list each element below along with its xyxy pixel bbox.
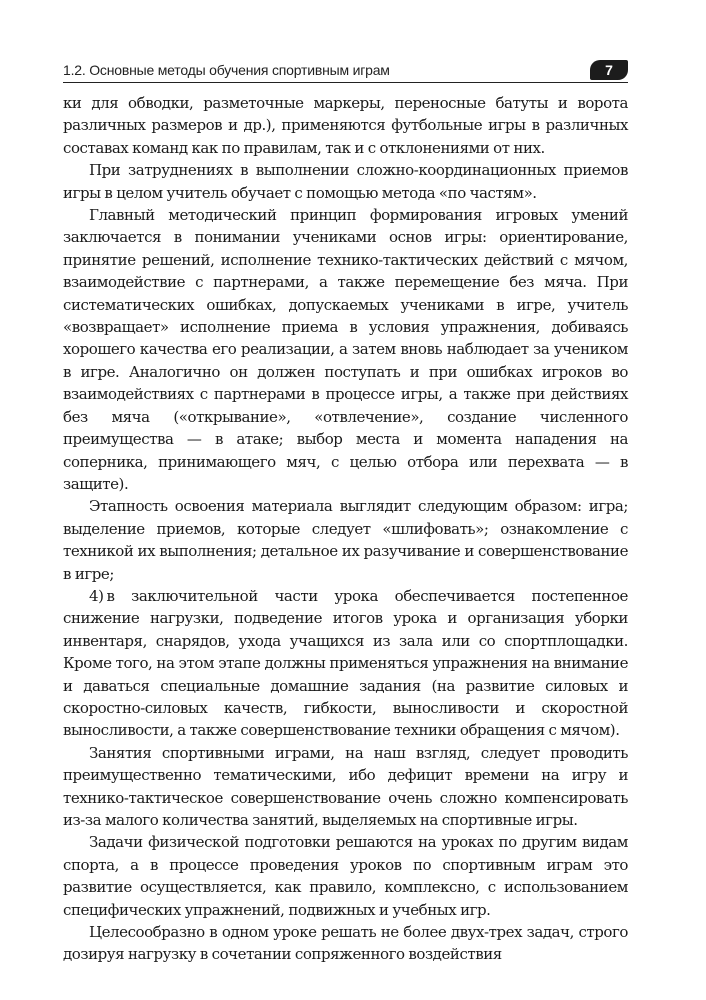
header-rule bbox=[63, 82, 628, 83]
numbered-paragraph-text: в заключительной части урока обеспечивается постепенное снижение нагрузки, подведение итогов урока и организация уборки инвентаря, снарядов, ухода учащихся из зала или со спортплощадки. Кроме того, на этом этапе должны применяться упражнения на внимание и даваться специальные домашние задания (на развитие силовых и скоростно-силовых качеств, гибкости, выносливости и скоростной выносливости, а также совершенствование техники обращения с мячом). bbox=[63, 586, 628, 740]
body-text bbox=[63, 92, 628, 966]
running-head: 1.2. Основные методы обучения спортивным играм bbox=[63, 62, 390, 78]
paragraph-continuation: ки для обводки, разметочные маркеры, переносные батуты и ворота различных размеров и др.), применяются футбольные игры в различных составах команд как по правилам, так и с отклонениями от них. bbox=[63, 94, 628, 157]
list-number: 4) bbox=[89, 586, 104, 605]
paragraph: При затруднениях в выполнении сложно-координационных приемов игры в целом учитель обучает с помощью метода «по частям». bbox=[63, 161, 628, 202]
paragraph: Задачи физической подготовки решаются на уроках по другим видам спорта, а в процессе проведения уроков по спортивным играм это развитие осуществляется, как правило, комплексно, с использованием специфических упражнений, подвижных и учебных игр. bbox=[63, 833, 628, 919]
paragraph: Целесообразно в одном уроке решать не более двух-трех задач, строго дозируя нагрузку в сочетании сопряженного воздействия bbox=[63, 923, 628, 964]
paragraph: Этапность освоения материала выглядит следующим образом: игра; выделение приемов, которые следует «шлифовать»; ознакомление с техникой их выполнения; детальное их разучивание и совершенствование в игре; bbox=[63, 497, 628, 583]
page-number-badge: 7 bbox=[590, 60, 628, 80]
paragraph: Главный методический принцип формирования игровых умений заключается в понимании учениками основ игры: ориентирование, принятие решений, исполнение технико-тактических действий с мячом, взаимодействие с партнерами, а также перемещение без мяча. При систематических ошибках, допускаемых учениками в игре, учитель «возвращает» исполнение приема в условия упражнения, добиваясь хорошего качества его реализации, а затем вновь наблюдает за учеником в игре. Аналогично он должен поступать и при ошибках игроков во взаимодействиях с партнерами в процессе игры, а также при действиях без мяча («открывание», «отвлечение», создание численного преимущества — в атаке; выбор места и момента нападения на соперника, принимающего мяч, с целью отбора или перехвата — в защите). bbox=[63, 206, 628, 493]
page-header bbox=[63, 60, 628, 82]
paragraph: Занятия спортивными играми, на наш взгляд, следует проводить преимущественно тематическими, ибо дефицит времени на игру и технико-тактическое совершенствование очень сложно компенсировать из-за малого количества занятий, выделяемых на спортивные игры. bbox=[63, 743, 628, 829]
numbered-paragraph bbox=[63, 585, 628, 742]
